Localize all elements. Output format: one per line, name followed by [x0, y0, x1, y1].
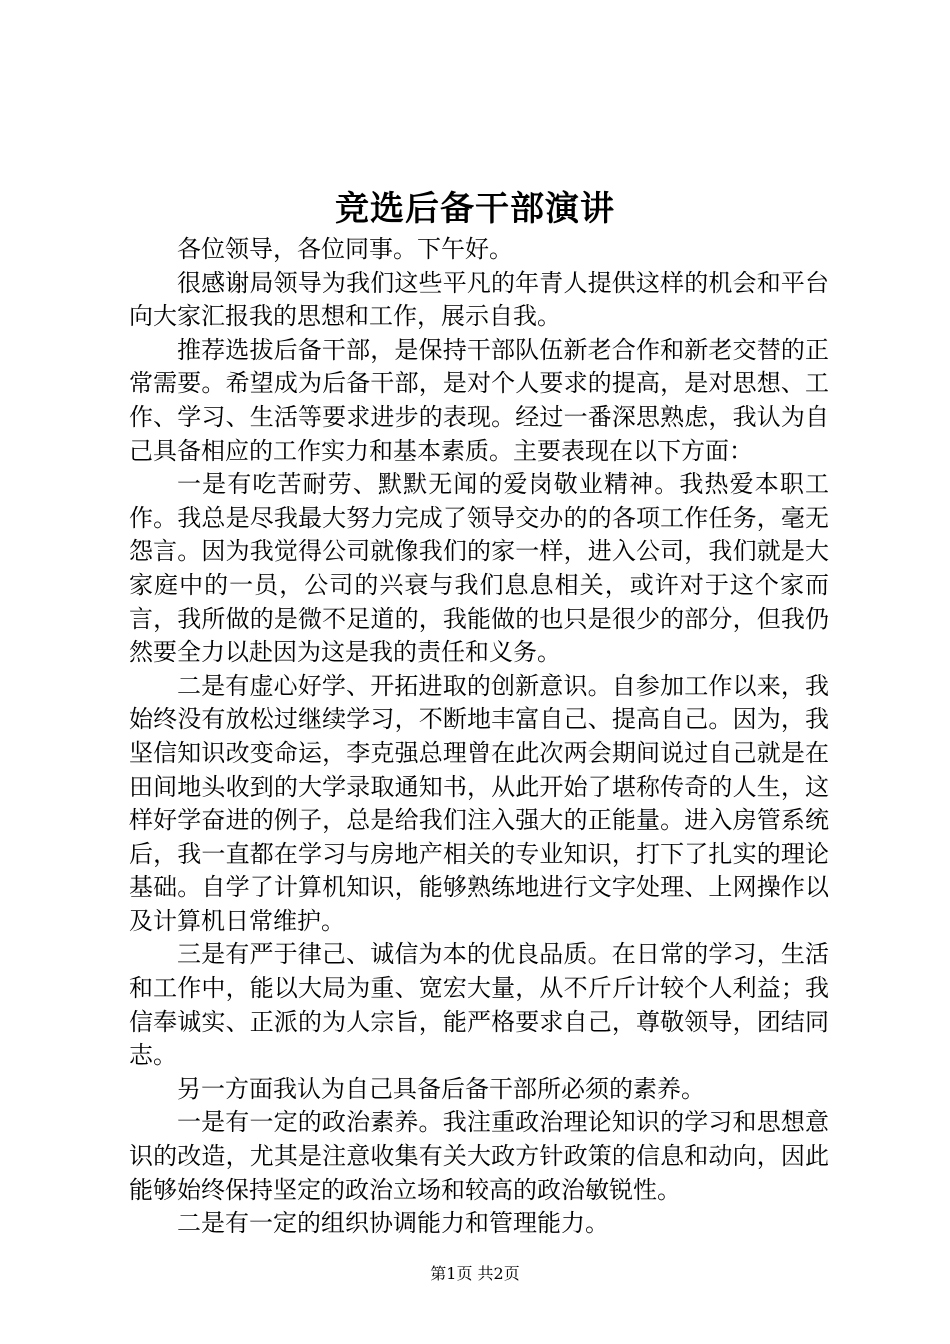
paragraph-greeting: 各位领导，各位同事。下午好。 — [177, 235, 513, 263]
paragraph-intro: 推荐选拔后备干部，是保持干部队伍新老合作和新老交替的正常需要。希望成为后备干部，是对个人要求的提高，是对思想、工作、学习、生活等要求进步的表现。经过一番深思熟虑，我认为自己具备相应的工作实力和基本素质。主要表现在以下方面： — [129, 335, 829, 465]
paragraph-point-3: 三是有严于律己、诚信为本的优良品质。在日常的学习，生活和工作中，能以大局为重、宽宏大量，从不斤斤计较个人利益；我信奉诚实、正派的为人宗旨，能严格要求自己，尊敬领导，团结同志。 — [129, 940, 829, 1070]
page-footer: 第1页 共2页 — [430, 1264, 520, 1283]
paragraph-organization: 二是有一定的组织协调能力和管理能力。 — [177, 1209, 609, 1238]
paragraph-other-aspect: 另一方面我认为自己具备后备干部所必须的素养。 — [177, 1074, 705, 1103]
document-body — [129, 233, 829, 1241]
document-title: 竞选后备干部演讲 — [335, 189, 615, 229]
paragraph-point-1: 一是有吃苦耐劳、默默无闻的爱岗敬业精神。我热爱本职工作。我总是尽我最大努力完成了领导交办的的各项工作任务，毫无怨言。因为我觉得公司就像我们的家一样，进入公司，我们就是大家庭中的一员，公司的兴衰与我们息息相关，或许对于这个家而言，我所做的是微不足道的，我能做的也只是很少的部分，但我仍然要全力以赴因为这是我的责任和义务。 — [129, 470, 829, 667]
paragraph-political: 一是有一定的政治素养。我注重政治理论知识的学习和思想意识的改造，尤其是注意收集有关大政方针政策的信息和动向，因此能够始终保持坚定的政治立场和较高的政治敏锐性。 — [129, 1108, 829, 1204]
paragraph-thanks: 很感谢局领导为我们这些平凡的年青人提供这样的机会和平台向大家汇报我的思想和工作，展示自我。 — [129, 268, 829, 331]
paragraph-point-2: 二是有虚心好学、开拓进取的创新意识。自参加工作以来，我始终没有放松过继续学习，不断地丰富自己、提高自己。因为，我坚信知识改变命运，李克强总理曾在此次两会期间说过自己就是在田间地头收到的大学录取通知书，从此开始了堪称传奇的人生，这样好学奋进的例子，总是给我们注入强大的正能量。进入房管系统后，我一直都在学习与房地产相关的专业知识，打下了扎实的理论基础。自学了计算机知识，能够熟练地进行文字处理、上网操作以及计算机日常维护。 — [129, 671, 829, 935]
